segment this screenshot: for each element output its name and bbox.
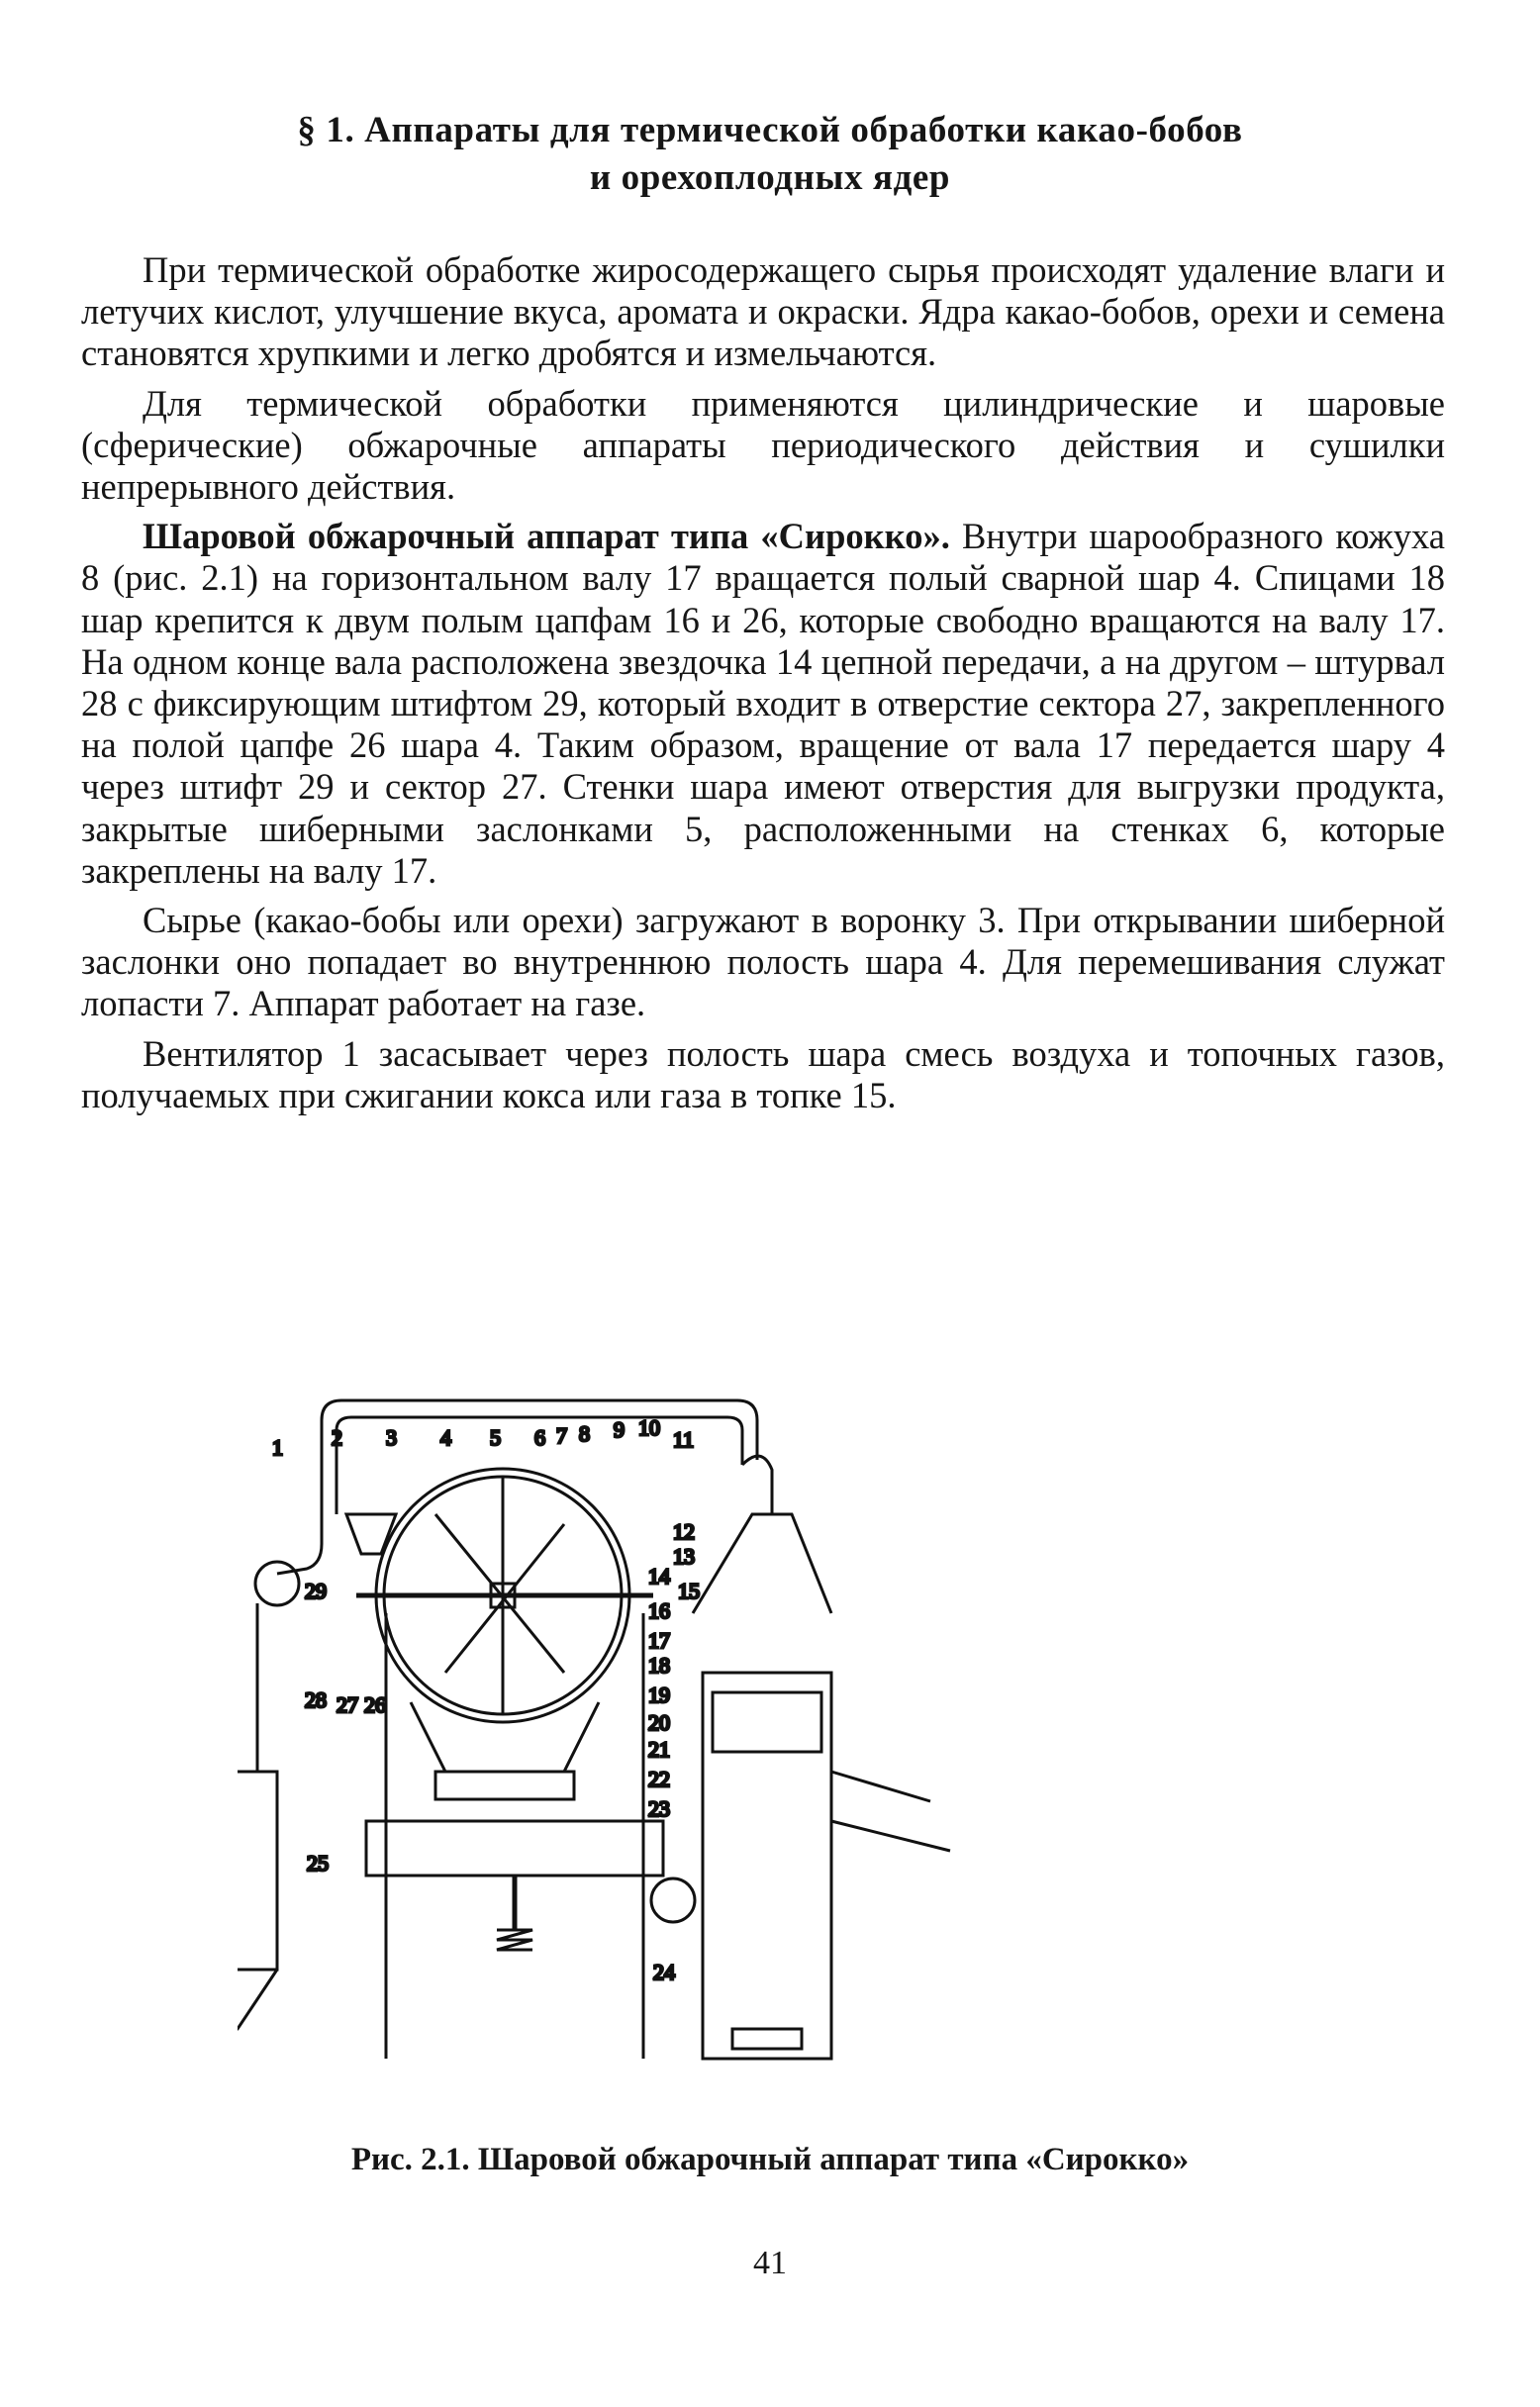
label-7: 7 [556,1423,567,1448]
paragraph-2 [81,383,1445,509]
label-11: 11 [673,1427,695,1452]
label-14: 14 [648,1564,670,1589]
cyclone-cone [238,1970,277,2029]
body-text [81,249,1445,1124]
label-24: 24 [653,1960,675,1984]
ash-pan [732,2029,802,2049]
label-22: 22 [648,1767,670,1791]
label-19: 19 [648,1683,670,1707]
paragraph-4-text: Сырье (какао-бобы или орехи) загружают в воронку 3. При открывании шиберной заслонки оно попадает во внутреннюю полость шара 4. Для перемешивания служат лопасти 7. Аппарат работает на газе. [81,900,1445,1024]
label-3: 3 [386,1425,397,1450]
label-6: 6 [534,1425,545,1450]
label-12: 12 [673,1519,695,1544]
furnace-hopper [693,1514,831,1613]
figure-sirocco-apparatus [238,1376,1445,2128]
label-9: 9 [614,1417,625,1442]
paragraph-4 [81,900,1445,1025]
page-number: 41 [753,2245,787,2281]
label-17: 17 [648,1628,670,1653]
furnace-body [703,1673,831,2059]
label-8: 8 [579,1421,590,1446]
label-25: 25 [307,1851,329,1876]
furnace-slope [831,1772,930,1801]
paragraph-3-text: Внутри шарообразного кожуха 8 (рис. 2.1) на горизонтальном валу 17 вращается полый сварной шар 4. Спицами 18 шар крепится к двум полым цапфам 16 и 26, которые свободно вращаются на валу 17. На одном конце вала расположена звездочка 14 цепной передачи, а на другом – штурвал 28 с фиксирующим штифтом 29, который входит в отверстие сектора 27, закрепленного на полой цапфе 26 шара 4. Таким образом, вращение от вала 17 передается шару 4 через штифт 29 и сектор 27. Стенки шара имеют отверстия для выгрузки продукта, закрытые шиберными заслонками 5, расположенными на стенках 6, которые закреплены на валу 17. [81,516,1445,891]
cooling-pan [366,1821,663,1876]
label-26: 26 [364,1692,386,1717]
furnace-slope-2 [831,1821,950,1851]
label-5: 5 [490,1425,501,1450]
label-23: 23 [648,1796,670,1821]
label-27: 27 [337,1692,358,1717]
heading-line-1: § 1. Аппараты для термической обработки какао-бобов [297,110,1243,150]
cyclone-body [238,1772,277,1970]
paragraph-1-text: При термической обработке жиросодержащего сырья происходят удаление влаги и летучих кислот, улучшение вкуса, аромата и окраски. Ядра какао-бобов, орехи и семена становятся хрупкими и легко дробятся и измельчаются. [81,249,1445,374]
figure-caption: Рис. 2.1. Шаровой обжарочный аппарат типа «Сирокко» [350,2142,1190,2177]
label-16: 16 [648,1598,670,1623]
apparatus-drawing [238,1376,1445,2128]
paragraph-2-text: Для термической обработки применяются цилиндрические и шаровые (сферические) обжарочные аппараты периодического действия и сушилки непрерывного действия. [81,382,1445,508]
pan-spring [497,1930,532,1950]
label-15: 15 [678,1579,700,1603]
fan-24 [651,1878,695,1922]
label-18: 18 [648,1653,670,1678]
paragraph-3-run-head: Шаровой обжарочный аппарат типа «Сирокко». [143,516,950,557]
fan-1 [255,1562,299,1605]
label-21: 21 [648,1737,670,1762]
label-13: 13 [673,1544,695,1569]
label-20: 20 [648,1710,670,1735]
furnace-grate [713,1692,821,1752]
label-4: 4 [440,1425,451,1450]
label-1: 1 [272,1435,283,1460]
paragraph-5-text: Вентилятор 1 засасывает через полость шара смесь воздуха и топочных газов, получаемых при сжигании кокса или газа в топке 15. [81,1032,1445,1115]
paragraph-3 [81,516,1445,892]
paragraph-1 [81,249,1445,375]
label-2: 2 [332,1425,342,1450]
outlet-gate [435,1772,574,1799]
section-heading [79,107,1461,202]
furnace-chimney [742,1456,772,1514]
paragraph-5 [81,1033,1445,1116]
hopper-3 [346,1514,396,1554]
label-29: 29 [305,1579,327,1603]
label-10: 10 [638,1415,660,1440]
top-duct-left-drop [277,1514,322,1574]
label-28: 28 [305,1687,327,1712]
heading-line-2: и орехоплодных ядер [589,157,951,198]
